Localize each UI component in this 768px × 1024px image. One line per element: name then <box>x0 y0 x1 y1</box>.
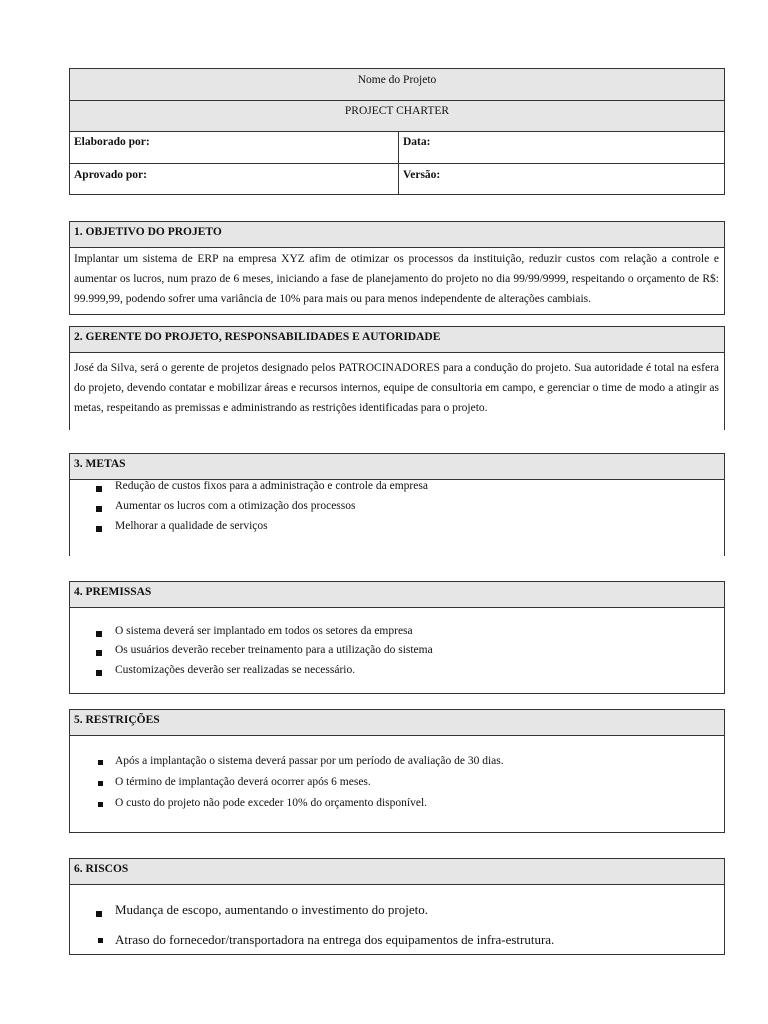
bullet-icon <box>96 526 102 532</box>
date-label: Data: <box>398 132 724 163</box>
bullet-icon <box>98 760 103 765</box>
goal-item-3: Melhorar a qualidade de serviços <box>115 520 268 532</box>
bullet-icon <box>96 650 102 656</box>
constraint-item-2: O término de implantação deverá ocorrer após 6 meses. <box>115 776 371 788</box>
doc-title: PROJECT CHARTER <box>344 105 450 117</box>
risk-item-1: Mudança de escopo, aumentando o investimento do projeto. <box>115 902 429 917</box>
bullet-icon <box>98 938 103 943</box>
assumption-item-1: O sistema deverá ser implantado em todos os setores da empresa <box>115 625 413 637</box>
doc-title-row <box>70 101 724 132</box>
approved-row <box>70 164 724 195</box>
bullet-icon <box>98 802 103 807</box>
assumption-item-2: Os usuários deverão receber treinamento para a utilização do sistema <box>115 644 433 656</box>
goal-item-2: Aumentar os lucros com a otimização dos processos <box>115 500 356 512</box>
section-title: 6. RISCOS <box>70 859 724 885</box>
risk-item-2: Atraso do fornecedor/transportadora na entrega dos equipamentos de infra-estrutura. <box>115 932 555 947</box>
project-name: Nome do Projeto <box>357 74 437 86</box>
section-constraints <box>69 709 725 833</box>
section-goals <box>69 453 725 556</box>
section-manager <box>69 326 725 430</box>
manager-text: José da Silva, será o gerente de projetos designado pelos PATROCINADORES para a condução do projeto. Sua autoridade é total na esfera do projeto, devendo contatar e mobilizar áreas e recursos internos, equipe de consultoria em campo, e gerenciar o time de modo a atingir as metas, respeitando as premissas e administrando as restrições identificadas para o projeto. <box>74 362 719 414</box>
constraint-item-3: O custo do projeto não pode exceder 10% do orçamento disponível. <box>115 797 428 809</box>
bullet-icon <box>96 486 102 492</box>
goal-item-1: Redução de custos fixos para a administração e controle da empresa <box>115 480 428 492</box>
section-assumptions <box>69 581 725 694</box>
prepared-by-label: Elaborado por: <box>74 136 150 148</box>
section-title: 4. PREMISSAS <box>70 582 724 608</box>
project-name-row <box>70 69 724 101</box>
section-title: 5. RESTRIÇÕES <box>70 710 724 736</box>
bullet-icon <box>96 631 102 637</box>
objective-text: Implantar um sistema de ERP na empresa XYZ afim de otimizar os processos da instituição, reduzir custos com relação a controle e aumentar os lucros, num prazo de 6 meses, iniciando a fase de planejamento do projeto no dia 99/99/9999, respeitando o orçamento de R$: 99.999,99, podendo sofrer uma variância de 10% para mais ou para menos independente de alterações cambiais. <box>74 253 719 305</box>
section-title: 3. METAS <box>70 454 724 480</box>
section-title: 2. GERENTE DO PROJETO, RESPONSABILIDADES E AUTORIDADE <box>70 327 724 353</box>
bullet-icon <box>96 911 102 917</box>
bullet-icon <box>96 506 102 512</box>
version-label: Versão: <box>398 164 724 195</box>
section-risks <box>69 858 725 955</box>
constraint-item-1: Após a implantação o sistema deverá passar por um período de avaliação de 30 dias. <box>115 755 504 767</box>
assumption-item-3: Customizações deverão ser realizadas se necessário. <box>115 664 356 676</box>
approved-by-label: Aprovado por: <box>74 169 147 181</box>
bullet-icon <box>98 781 103 786</box>
section-objective <box>69 221 725 315</box>
bullet-icon <box>96 670 102 676</box>
section-title: 1. OBJETIVO DO PROJETO <box>70 222 724 248</box>
header-table <box>69 68 725 195</box>
prepared-row <box>70 132 724 164</box>
